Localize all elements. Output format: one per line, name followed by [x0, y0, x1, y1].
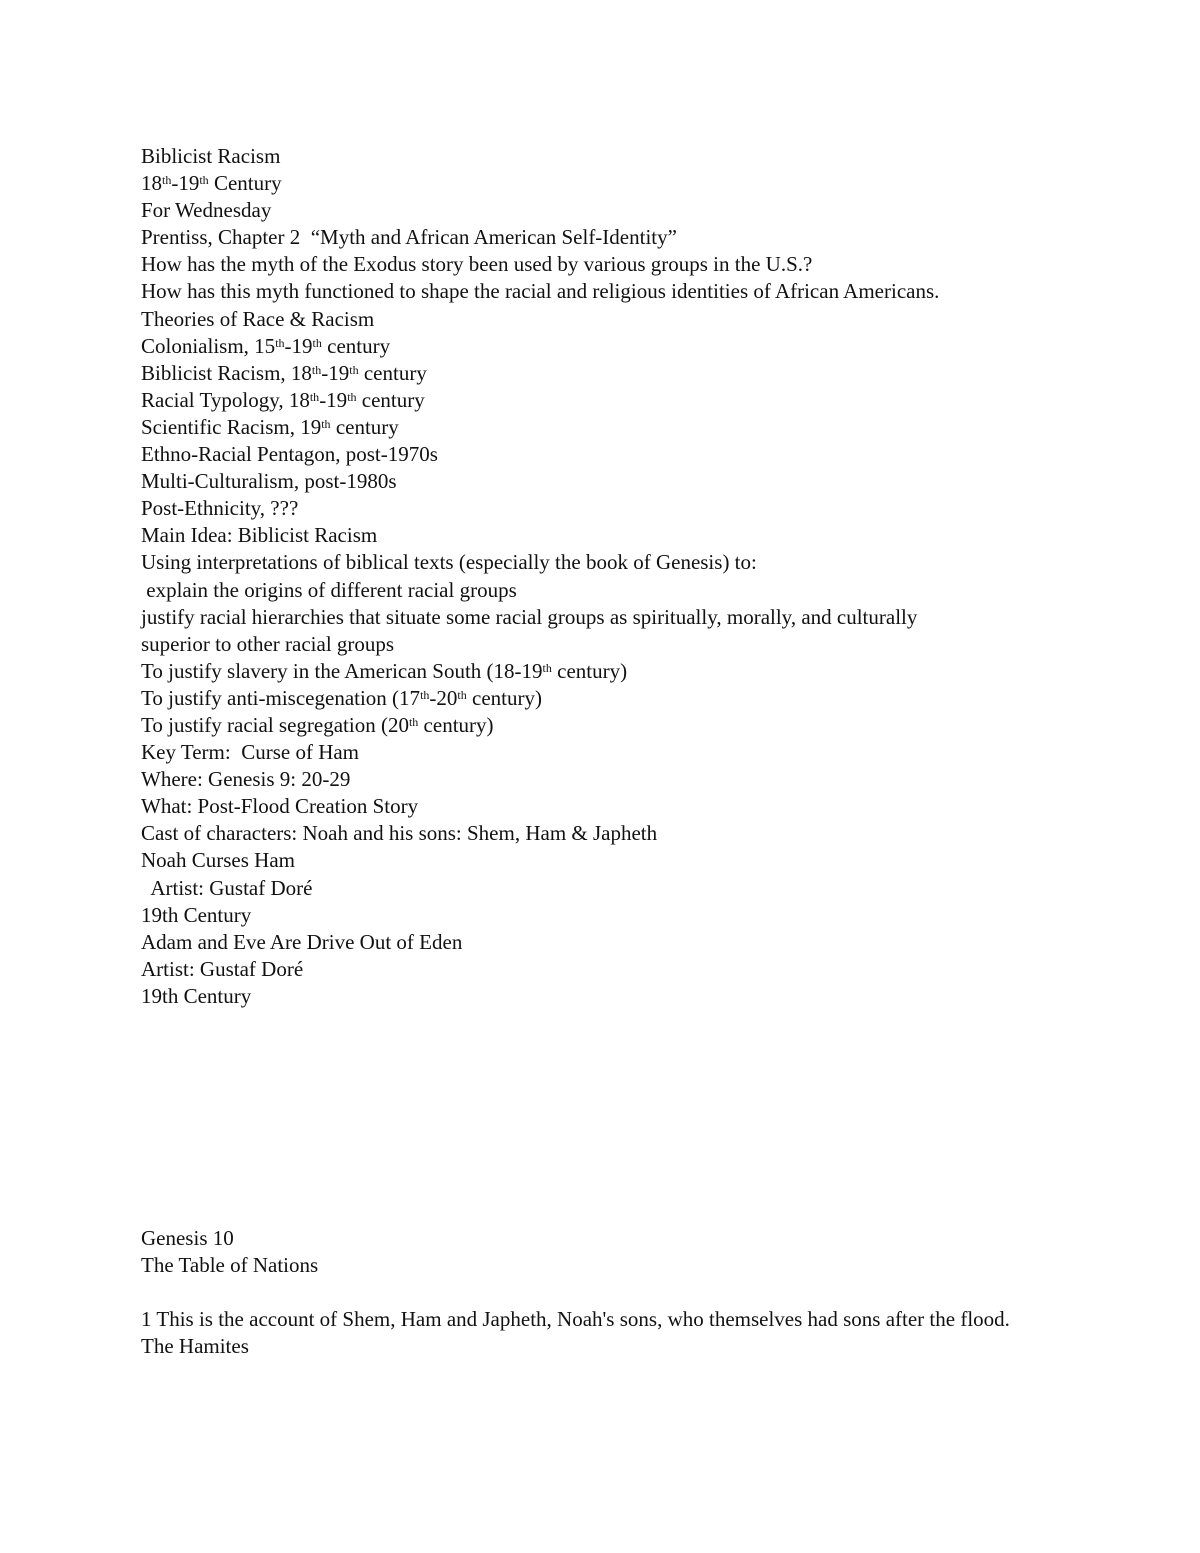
- text-line: Artist: Gustaf Doré: [141, 875, 313, 900]
- text-line: Cast of characters: Noah and his sons: Shem, Ham & Japheth: [141, 821, 658, 846]
- text-line: 18th-19th Century: [141, 171, 282, 196]
- superscript: th: [349, 362, 359, 377]
- lecture-notes: [141, 143, 1041, 1010]
- text-line: Key Term: Curse of Ham: [141, 740, 360, 765]
- verse-1: 1 This is the account of Shem, Ham and Japheth, Noah's sons, who themselves had sons after the flood.: [141, 1307, 1010, 1332]
- text-line: Adam and Eve Are Drive Out of Eden: [141, 929, 463, 954]
- superscript: th: [162, 173, 172, 188]
- text-line: 19th Century: [141, 902, 252, 927]
- genesis-10-excerpt: [141, 1225, 1041, 1360]
- blank-line: [141, 1279, 1041, 1306]
- text-line: How has this myth functioned to shape the racial and religious identities of African Americans.: [141, 279, 940, 304]
- section-heading: Genesis 10: [141, 1226, 234, 1250]
- text-line: Noah Curses Ham: [141, 848, 295, 873]
- superscript: th: [542, 660, 552, 675]
- text-line: Theories of Race & Racism: [141, 306, 375, 331]
- superscript: th: [199, 173, 209, 188]
- superscript: th: [311, 362, 322, 377]
- superscript: th: [321, 416, 331, 431]
- text-line: Ethno-Racial Pentagon, post-1970s: [141, 442, 438, 467]
- text-line: Where: Genesis 9: 20-29: [141, 767, 351, 792]
- text-line: Main Idea: Biblicist Racism: [141, 523, 378, 548]
- text-line: For Wednesday: [141, 198, 272, 223]
- hamites-heading: The Hamites: [141, 1334, 249, 1359]
- text-line: Using interpretations of biblical texts (especially the book of Genesis) to:: [141, 550, 757, 575]
- superscript: th: [408, 714, 419, 729]
- text-line: superior to other racial groups: [141, 631, 395, 656]
- text-line: Colonialism, 15th-19th century: [141, 333, 391, 358]
- text-line: To justify slavery in the American South (18-19th century): [141, 658, 628, 683]
- superscript: th: [312, 335, 322, 350]
- text-line: To justify racial segregation (20th century): [141, 712, 494, 737]
- superscript: th: [457, 687, 467, 702]
- superscript: th: [309, 389, 320, 404]
- text-line: explain the origins of different racial groups: [141, 577, 517, 602]
- text-line: Scientific Racism, 19th century: [141, 414, 399, 439]
- text-line: Artist: Gustaf Doré: [141, 956, 304, 981]
- text-line: What: Post-Flood Creation Story: [141, 794, 419, 819]
- text-line: Biblicist Racism, 18th-19th century: [141, 360, 427, 385]
- superscript: th: [275, 335, 285, 350]
- section-subheading: The Table of Nations: [141, 1253, 319, 1278]
- superscript: th: [347, 389, 357, 404]
- text-line: Prentiss, Chapter 2 “Myth and African American Self-Identity”: [141, 225, 677, 250]
- text-line: How has the myth of the Exodus story been used by various groups in the U.S.?: [141, 252, 813, 277]
- text-line: Racial Typology, 18th-19th century: [141, 387, 425, 412]
- superscript: th: [420, 687, 430, 702]
- text-line: Post-Ethnicity, ???: [141, 496, 299, 521]
- text-line: 19th Century: [141, 983, 252, 1008]
- text-line: Biblicist Racism: [141, 144, 281, 168]
- text-line: Multi-Culturalism, post-1980s: [141, 469, 397, 494]
- text-line: justify racial hierarchies that situate some racial groups as spiritually, morally, and culturally: [141, 604, 918, 629]
- text-line: To justify anti-miscegenation (17th-20th century): [141, 685, 542, 710]
